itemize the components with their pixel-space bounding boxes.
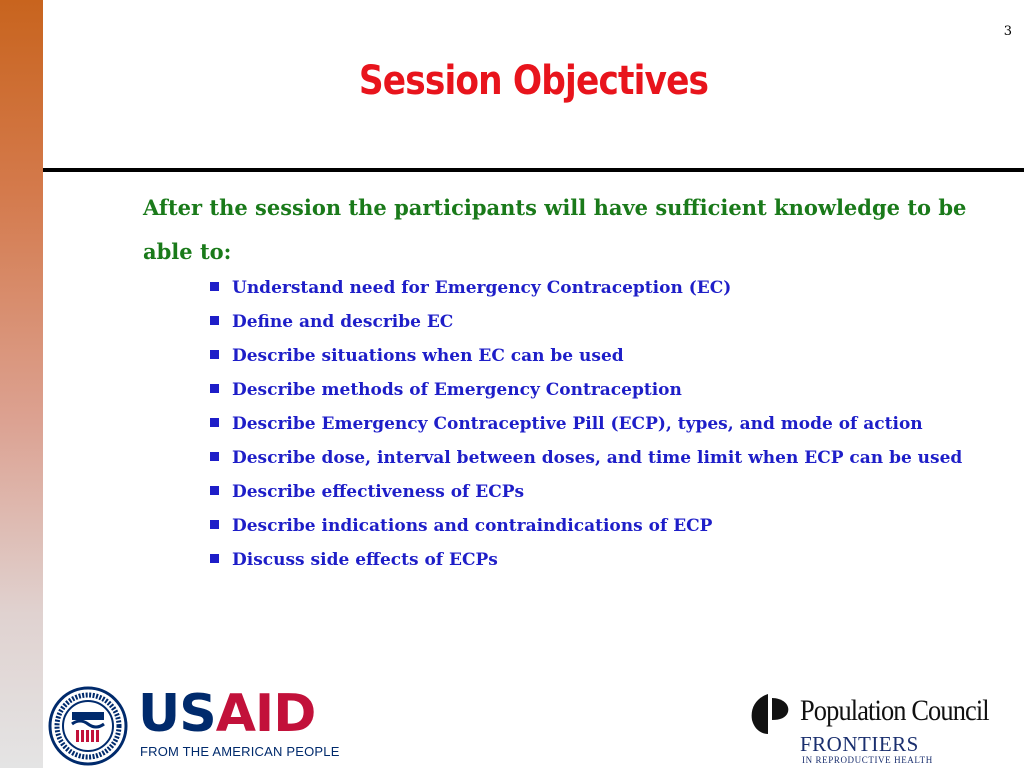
usaid-word-aid: AID: [215, 684, 316, 744]
objective-text: Describe dose, interval between doses, and time limit when ECP can be used: [232, 448, 963, 468]
bullet-square-icon: [210, 316, 219, 325]
bullet-square-icon: [210, 554, 219, 563]
bullet-square-icon: [210, 418, 219, 427]
objective-text: Describe methods of Emergency Contraception: [232, 380, 682, 400]
objective-text: Describe indications and contraindications of ECP: [232, 516, 713, 536]
bullet-square-icon: [210, 350, 219, 359]
usaid-tagline: FROM THE AMERICAN PEOPLE: [140, 744, 340, 759]
objective-text: Discuss side effects of ECPs: [232, 550, 498, 570]
bullet-square-icon: [210, 384, 219, 393]
left-accent-bar: [0, 0, 43, 768]
frontiers-subtitle: IN REPRODUCTIVE HEALTH: [802, 755, 933, 765]
usaid-wordmark: [138, 684, 316, 744]
objectives-list: [210, 272, 1010, 578]
list-item: [210, 306, 1010, 340]
list-item: [210, 340, 1010, 374]
population-council-name: Population Council: [800, 694, 989, 727]
usaid-word-us: US: [138, 684, 216, 744]
list-item: [210, 442, 1010, 476]
list-item: [210, 374, 1010, 408]
intro-text: After the session the participants will have sufficient knowledge to be able to:: [143, 195, 967, 264]
objective-text: Understand need for Emergency Contraception (EC): [232, 278, 732, 298]
title-divider: [43, 168, 1024, 172]
list-item: [210, 510, 1010, 544]
bullet-square-icon: [210, 282, 219, 291]
objective-text: Define and describe EC: [232, 312, 454, 332]
objective-text: Describe effectiveness of ECPs: [232, 482, 525, 502]
usaid-seal-icon: [44, 686, 132, 766]
list-item: [210, 272, 1010, 306]
slide-title: Session Objectives: [358, 58, 709, 104]
page-number: 3: [1003, 24, 1012, 39]
objective-text: Describe Emergency Contraceptive Pill (ECP), types, and mode of action: [232, 414, 923, 434]
bullet-square-icon: [210, 486, 219, 495]
objective-text: Describe situations when EC can be used: [232, 346, 624, 366]
population-council-logo-icon: [748, 692, 792, 736]
frontiers-wordmark: FRONTIERS: [800, 732, 919, 756]
list-item: [210, 408, 1010, 442]
bullet-square-icon: [210, 520, 219, 529]
bullet-square-icon: [210, 452, 219, 461]
list-item: [210, 476, 1010, 510]
list-item: [210, 544, 1010, 578]
